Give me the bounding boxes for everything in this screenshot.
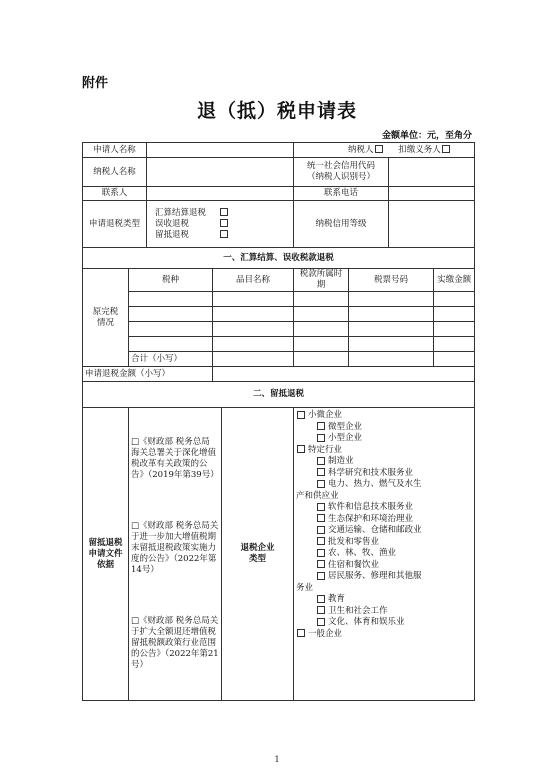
cell[interactable] <box>349 337 434 352</box>
industry-checkbox[interactable] <box>317 526 325 534</box>
refund-application-form <box>82 142 475 701</box>
table-row <box>83 292 475 307</box>
industry-item: 农、林、牧、渔业 <box>328 548 397 558</box>
cell[interactable] <box>294 292 349 307</box>
cell[interactable] <box>349 307 434 322</box>
cell[interactable] <box>434 292 475 307</box>
industry-checkbox[interactable] <box>317 537 325 545</box>
industry-item-continued: 产和供应业 <box>296 490 339 501</box>
credit-code-field[interactable] <box>389 158 475 187</box>
contact-label: 联系人 <box>83 187 147 201</box>
applicant-type-options <box>294 143 475 158</box>
industry-list <box>294 408 475 701</box>
table-row <box>83 307 475 322</box>
industry-small-type: 小型企业 <box>328 433 363 443</box>
cell[interactable] <box>129 337 213 352</box>
basis-label-line2: 申请文件 <box>88 548 123 559</box>
taxpayer-name-field[interactable] <box>147 158 294 187</box>
industry-checkbox[interactable] <box>317 468 325 476</box>
col-item-name: 品目名称 <box>213 269 294 292</box>
industry-item: 居民服务、修理和其他服 <box>328 571 422 581</box>
credit-level-field[interactable] <box>389 201 475 248</box>
settlement-checkbox[interactable] <box>220 208 228 216</box>
cell[interactable] <box>213 352 294 367</box>
credit-refund-checkbox[interactable] <box>220 230 228 238</box>
refund-option-credit: 留抵退税 <box>155 229 190 240</box>
credit-code-label-line1: 统一社会信用代码 <box>307 161 376 171</box>
industry-item: 教育 <box>328 594 346 604</box>
cell[interactable] <box>349 322 434 337</box>
industry-checkbox[interactable] <box>317 606 325 614</box>
refund-amount-field[interactable] <box>213 367 475 382</box>
page-title: 退（抵）税申请表 <box>196 100 357 122</box>
cell[interactable] <box>349 292 434 307</box>
policy-item[interactable]: □《财政部 税务总局关于进一步加大增值税期末留抵退税政策实施力度的公告》（2022年第14号） <box>131 521 219 575</box>
amount-unit-note: 金额单位：元，至角分 <box>381 131 472 141</box>
industry-item: 批发和零售业 <box>328 536 380 547</box>
refund-type-options <box>147 201 294 248</box>
industry-item: 制造业 <box>328 456 354 466</box>
industry-item: 电力、热力、燃气及水生 <box>328 479 422 489</box>
industry-checkbox[interactable] <box>317 560 325 568</box>
industry-checkbox[interactable] <box>317 480 325 488</box>
original-tax-paid-line2: 情况 <box>96 317 114 328</box>
industry-general: 一般企业 <box>308 628 343 639</box>
cell[interactable] <box>213 307 294 322</box>
small-type-checkbox[interactable] <box>317 434 325 442</box>
contact-phone-field[interactable] <box>389 187 475 201</box>
taxpayer-option-label: 纳税人 <box>348 144 374 155</box>
taxpayer-name-label: 纳税人名称 <box>83 158 147 187</box>
industry-checkbox[interactable] <box>317 618 325 626</box>
industry-item: 生态保护和环境治理业 <box>328 513 414 524</box>
subtotal-label: 合计（小写） <box>129 352 213 367</box>
industry-checkbox[interactable] <box>317 595 325 603</box>
table-row <box>83 337 475 352</box>
credit-level-label: 纳税信用等级 <box>294 201 389 248</box>
cell[interactable] <box>213 337 294 352</box>
cell[interactable] <box>434 322 475 337</box>
small-checkbox[interactable] <box>297 411 305 419</box>
refund-option-settlement: 汇算结算退税 <box>155 207 207 218</box>
contact-field[interactable] <box>147 187 294 201</box>
cell[interactable] <box>129 322 213 337</box>
industry-special: 特定行业 <box>308 444 343 455</box>
withholder-option-label: 扣缴义务人 <box>398 144 441 155</box>
page-number: 1 <box>274 755 280 764</box>
basis-label-line3: 依据 <box>96 559 114 570</box>
refund-option-overpaid: 误收退税 <box>155 218 190 229</box>
table-row <box>83 322 475 337</box>
cell[interactable] <box>294 307 349 322</box>
section2-heading: 二、留抵退税 <box>83 382 475 408</box>
cell[interactable] <box>434 352 475 367</box>
industry-item: 交通运输、仓储和邮政业 <box>328 525 422 535</box>
col-tax-period: 税款所属时期 <box>294 269 349 292</box>
taxpayer-checkbox[interactable] <box>375 145 383 153</box>
enterprise-type-line2: 类型 <box>249 554 267 564</box>
special-checkbox[interactable] <box>297 445 305 453</box>
credit-code-label <box>294 158 389 187</box>
cell[interactable] <box>294 337 349 352</box>
cell[interactable] <box>294 352 349 367</box>
cell[interactable] <box>129 307 213 322</box>
industry-item: 软件和信息技术服务业 <box>328 502 414 512</box>
industry-checkbox[interactable] <box>317 457 325 465</box>
overpaid-checkbox[interactable] <box>220 219 228 227</box>
cell[interactable] <box>434 337 475 352</box>
industry-item-continued: 务业 <box>296 582 314 593</box>
attachment-label: 附件 <box>82 76 109 91</box>
withholder-checkbox[interactable] <box>442 145 450 153</box>
industry-item: 住宿和餐饮业 <box>328 559 380 570</box>
credit-code-label-line2: （纳税人识别号） <box>307 172 376 182</box>
industry-checkbox[interactable] <box>317 572 325 580</box>
contact-phone-label: 联系电话 <box>294 187 389 201</box>
enterprise-type-line1: 退税企业 <box>240 543 275 553</box>
policy-basis-list <box>129 408 222 701</box>
basis-label-line1: 留抵退税 <box>88 537 123 548</box>
applicant-name-field[interactable] <box>147 143 294 158</box>
col-tax-type: 税种 <box>129 269 213 292</box>
cell[interactable] <box>294 322 349 337</box>
cell[interactable] <box>349 352 434 367</box>
cell[interactable] <box>129 292 213 307</box>
col-ticket-number: 税票号码 <box>349 269 434 292</box>
industry-item: 文化、体育和娱乐业 <box>328 617 405 627</box>
general-checkbox[interactable] <box>297 629 305 637</box>
industry-checkbox[interactable] <box>317 503 325 511</box>
policy-item[interactable]: □《财政部 税务总局 海关总署关于深化增值税改革有关政策的公告》（2019年第39号） <box>131 437 219 480</box>
cell[interactable] <box>434 307 475 322</box>
col-paid-amount: 实缴金额 <box>434 269 475 292</box>
original-tax-paid-label <box>83 269 129 367</box>
industry-item: 卫生和社会工作 <box>328 605 388 616</box>
original-tax-paid-line1: 原完税 <box>92 306 119 317</box>
industry-small: 小微企业 <box>308 410 343 420</box>
industry-checkbox[interactable] <box>317 549 325 557</box>
industry-checkbox[interactable] <box>317 514 325 522</box>
cell[interactable] <box>213 322 294 337</box>
basis-label <box>83 408 129 701</box>
cell[interactable] <box>213 292 294 307</box>
industry-item: 科学研究和技术服务业 <box>328 467 414 478</box>
micro-checkbox[interactable] <box>317 422 325 430</box>
refund-amount-label: 申请退税金额（小写） <box>83 367 213 382</box>
applicant-name-label: 申请人名称 <box>83 143 147 158</box>
refund-type-label: 申请退税类型 <box>83 201 147 248</box>
industry-micro: 微型企业 <box>328 421 363 432</box>
section1-heading: 一、汇算结算、误收税款退税 <box>83 248 475 269</box>
policy-item[interactable]: □《财政部 税务总局关于扩大全额退还增值税留抵税额政策行业范围的公告》（2022年第21号） <box>131 616 219 670</box>
enterprise-type-label <box>222 408 294 701</box>
